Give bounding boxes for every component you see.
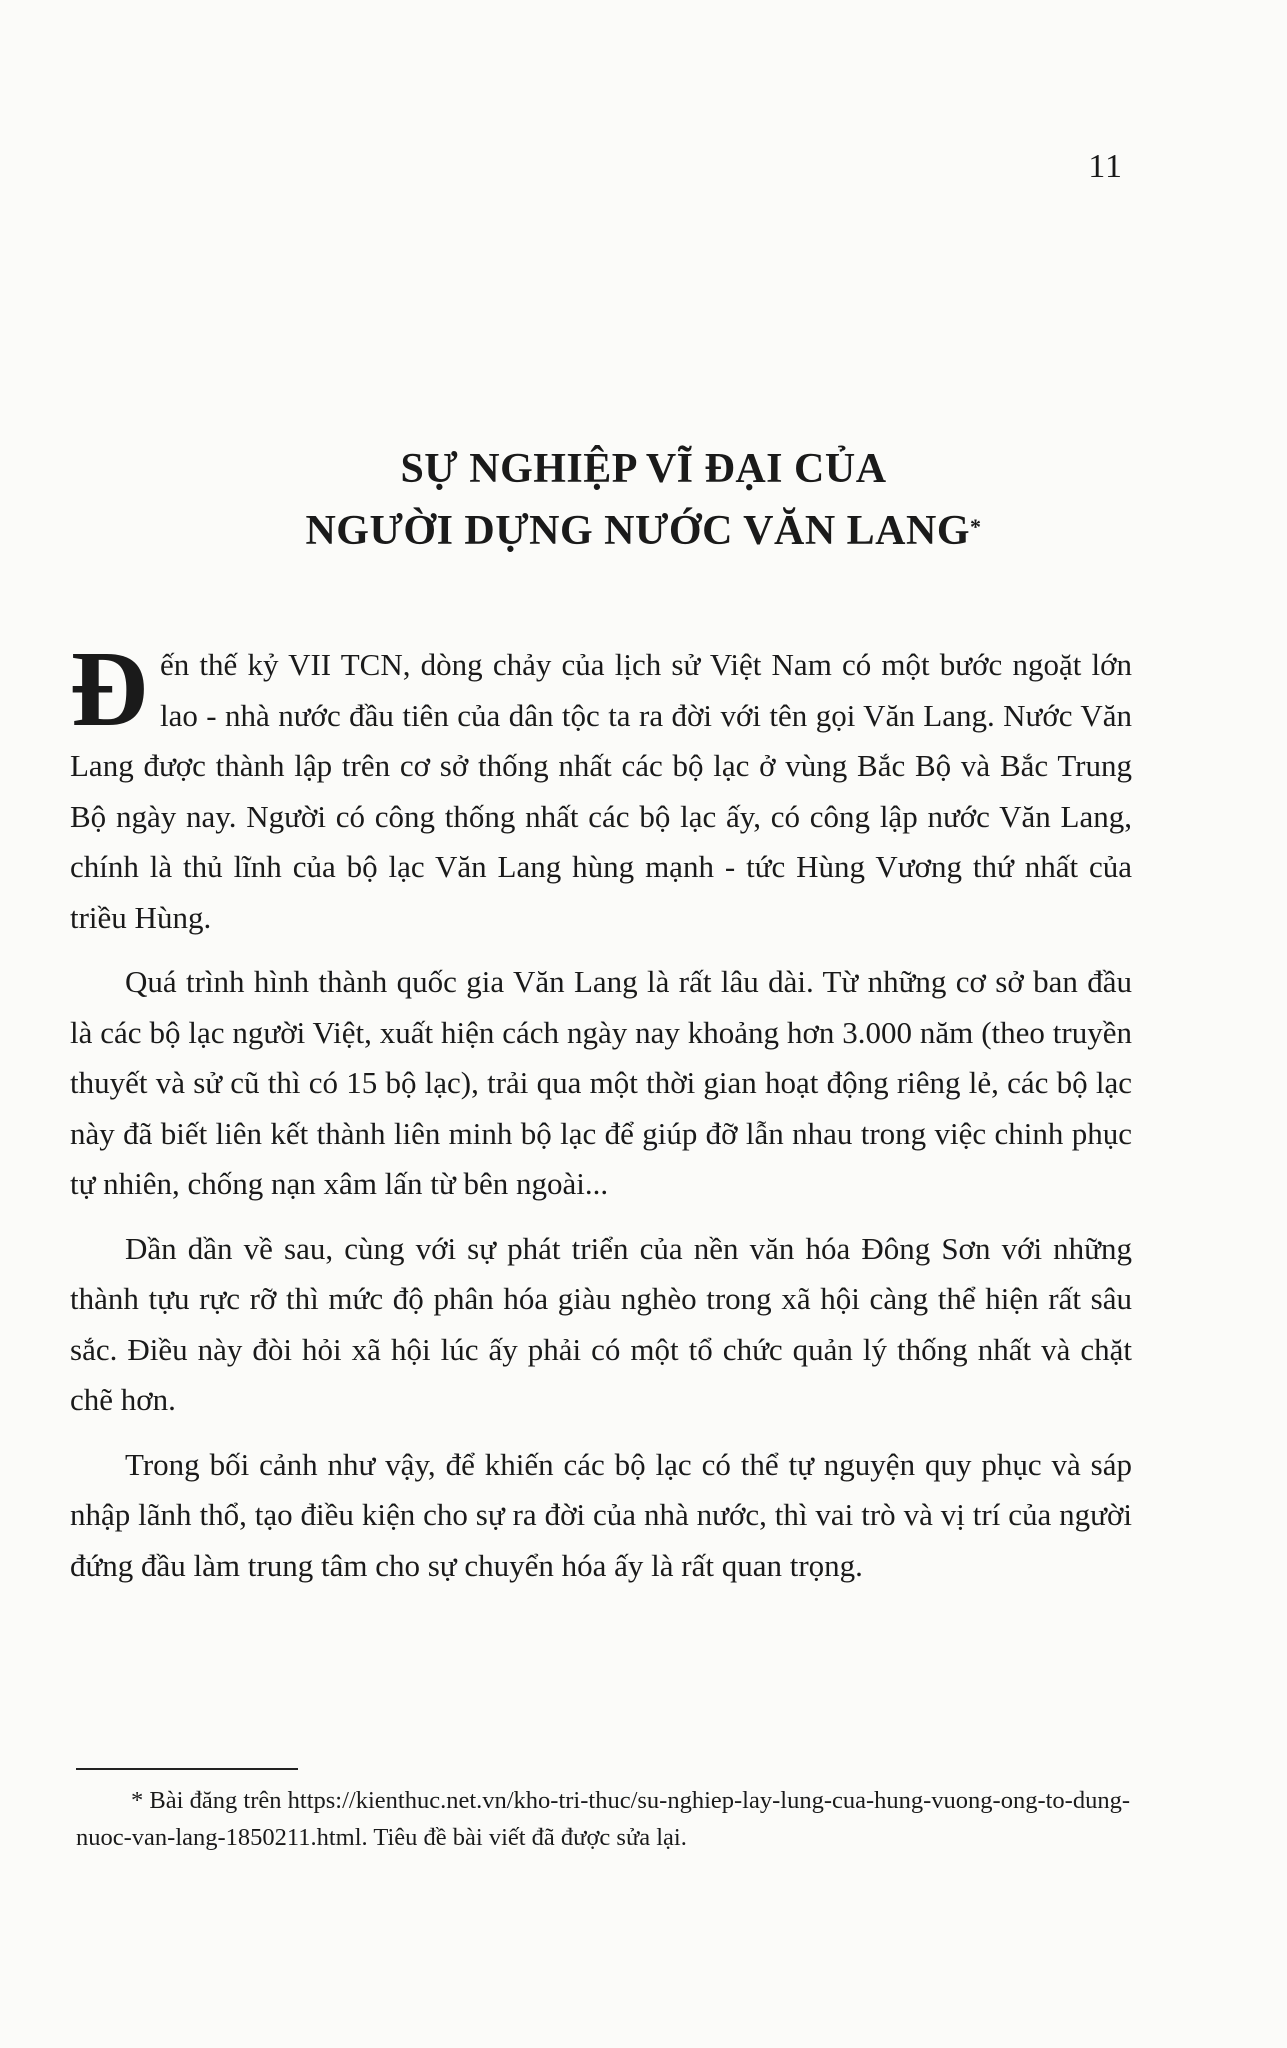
chapter-title-line-2-text: NGƯỜI DỰNG NƯỚC VĂN LANG — [305, 508, 971, 554]
footnote-marker: * — [970, 514, 982, 539]
chapter-title — [0, 438, 1287, 562]
footnote: * Bài đăng trên https://kienthuc.net.vn/kho-tri-thuc/su-nghiep-lay-lung-cua-hung-vuong-ong-to-dung-nuoc-van-lang-1850211.html. Tiêu đề bài viết đã được sửa lại. — [76, 1787, 1130, 1851]
paragraph-1-text: ến thế kỷ VII TCN, dòng chảy của lịch sử Việt Nam có một bước ngoặt lớn lao - nhà nước đầu tiên của dân tộc ta ra đời với tên gọi Văn Lang. Nước Văn Lang được thành lập trên cơ sở thống nhất các bộ lạc ở vùng Bắc Bộ và Bắc Trung Bộ ngày nay. Người có công thống nhất các bộ lạc ấy, có công lập nước Văn Lang, chính là thủ lĩnh của bộ lạc Văn Lang hùng mạnh - tức Hùng Vương thứ nhất của triều Hùng. — [70, 647, 1132, 935]
chapter-title-line-1: SỰ NGHIỆP VĨ ĐẠI CỦA — [400, 446, 887, 492]
footnote-divider — [76, 1768, 298, 1770]
chapter-title-line-2 — [0, 500, 1287, 562]
paragraph-4: Trong bối cảnh như vậy, để khiến các bộ lạc có thể tự nguyện quy phục và sáp nhập lãnh thổ, tạo điều kiện cho sự ra đời của nhà nước, thì vai trò và vị trí của người đứng đầu làm trung tâm cho sự chuyển hóa ấy là rất quan trọng. — [70, 1446, 1132, 1583]
paragraph-2: Quá trình hình thành quốc gia Văn Lang là rất lâu dài. Từ những cơ sở ban đầu là các bộ lạc người Việt, xuất hiện cách ngày nay khoảng hơn 3.000 năm (theo truyền thuyết và sử cũ thì có 15 bộ lạc), trải qua một thời gian hoạt động riêng lẻ, các bộ lạc này đã biết liên kết thành liên minh bộ lạc để giúp đỡ lẫn nhau trong việc chinh phục tự nhiên, chống nạn xâm lấn từ bên ngoài... — [70, 964, 1132, 1201]
paragraph-3: Dần dần về sau, cùng với sự phát triển của nền văn hóa Đông Sơn với những thành tựu rực rỡ thì mức độ phân hóa giàu nghèo trong xã hội càng thể hiện rất sâu sắc. Điều này đòi hỏi xã hội lúc ấy phải có một tổ chức quản lý thống nhất và chặt chẽ hơn. — [70, 1230, 1132, 1417]
body-text — [70, 630, 1132, 1605]
paragraph-1 — [70, 630, 1132, 943]
page-number: 11 — [1088, 148, 1123, 185]
drop-cap: Đ — [70, 630, 148, 749]
